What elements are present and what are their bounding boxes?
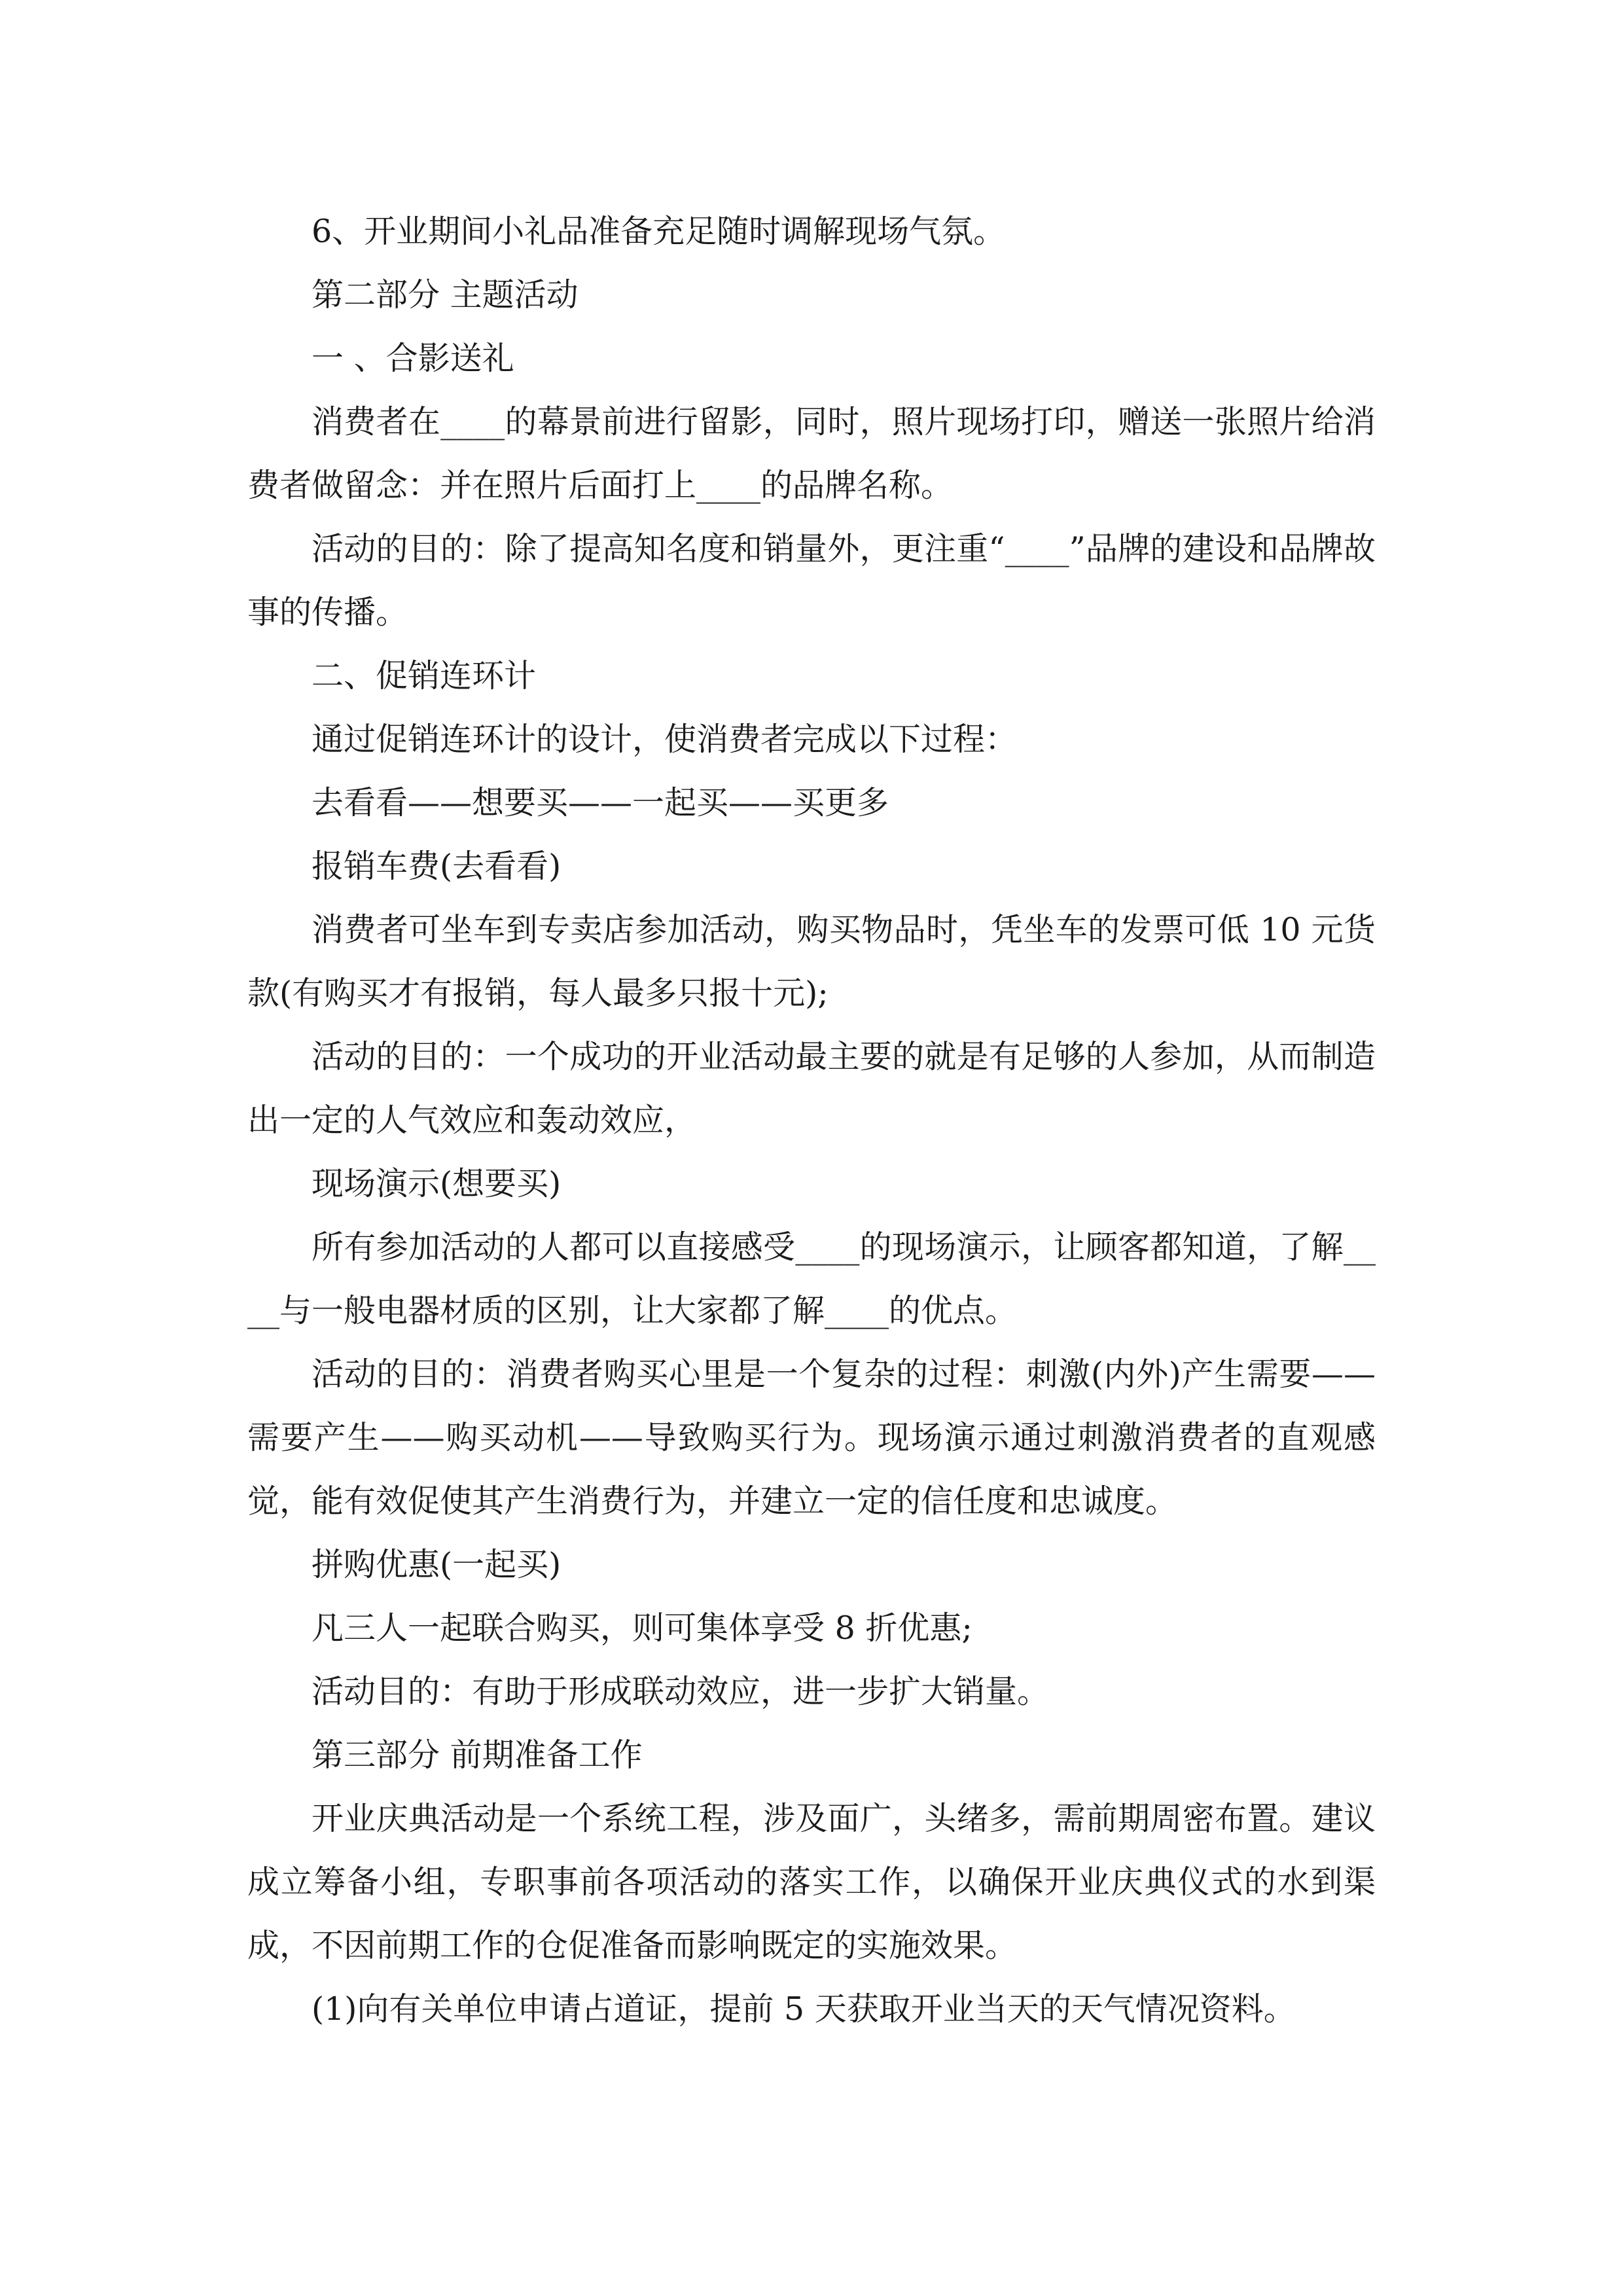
paragraph-promotion-steps: 去看看——想要买——一起买——买更多 — [312, 784, 889, 821]
paragraph-promotion-intro: 通过促销连环计的设计，使消费者完成以下过程： — [312, 721, 1018, 758]
paragraph-travel-reimbursement: 消费者可坐车到专卖店参加活动，购买物品时，凭坐车的发票可低 10 元货款(有购买才有报销，每人最多只报十元); — [247, 911, 1376, 1012]
paragraph-live-demo: 所有参加活动的人都可以直接感受____的现场演示，让顾客都知道，了解____与一般电器材质的区别，让大家都了解____的优点。 — [247, 1229, 1376, 1329]
subheading-promotion-chain: 二、促销连环计 — [312, 657, 537, 694]
paragraph-live-demo-purpose: 活动的目的：消费者购买心里是一个复杂的过程：刺激(内外)产生需要——需要产生——购买动机——导致购买行为。现场演示通过刺激消费者的直观感觉，能有效促使其产生消费行为，并建立一定的信任度和忠诚度。 — [247, 1355, 1376, 1520]
subheading-travel-reimbursement: 报销车费(去看看) — [312, 848, 562, 885]
list-item-permit: (1)向有关单位申请占道证，提前 5 天获取开业当天的天气情况资料。 — [312, 1990, 1296, 2028]
section-heading-part-two: 第二部分 主题活动 — [312, 276, 579, 314]
paragraph-travel-purpose: 活动的目的：一个成功的开业活动最主要的就是有足够的人参加，从而制造出一定的人气效应和轰动效应， — [247, 1038, 1376, 1139]
paragraph-photo-purpose: 活动的目的：除了提高知名度和销量外，更注重“____”品牌的建设和品牌故事的传播。 — [247, 530, 1376, 631]
paragraph-preparation: 开业庆典活动是一个系统工程，涉及面广，头绪多，需前期周密布置。建议成立筹备小组，专职事前各项活动的落实工作，以确保开业庆典仪式的水到渠成，不因前期工作的仓促准备而影响既定的实施效果。 — [247, 1800, 1376, 1964]
subheading-live-demo: 现场演示(想要买) — [312, 1165, 562, 1202]
paragraph-photo-gift: 消费者在____的幕景前进行留影，同时，照片现场打印，赠送一张照片给消费者做留念：并在照片后面打上____的品牌名称。 — [247, 403, 1376, 504]
document-body — [247, 200, 1376, 2041]
subheading-photo-gift: 一 、合影送礼 — [312, 340, 514, 377]
list-item-gifts: 6、开业期间小礼品准备充足随时调解现场气氛。 — [312, 213, 1006, 250]
paragraph-group-buy: 凡三人一起联合购买，则可集体享受 8 折优惠; — [312, 1609, 972, 1647]
subheading-group-buy: 拼购优惠(一起买) — [312, 1546, 562, 1583]
section-heading-part-three: 第三部分 前期准备工作 — [312, 1736, 643, 1774]
paragraph-group-buy-purpose: 活动目的：有助于形成联动效应，进一步扩大销量。 — [312, 1673, 1050, 1710]
